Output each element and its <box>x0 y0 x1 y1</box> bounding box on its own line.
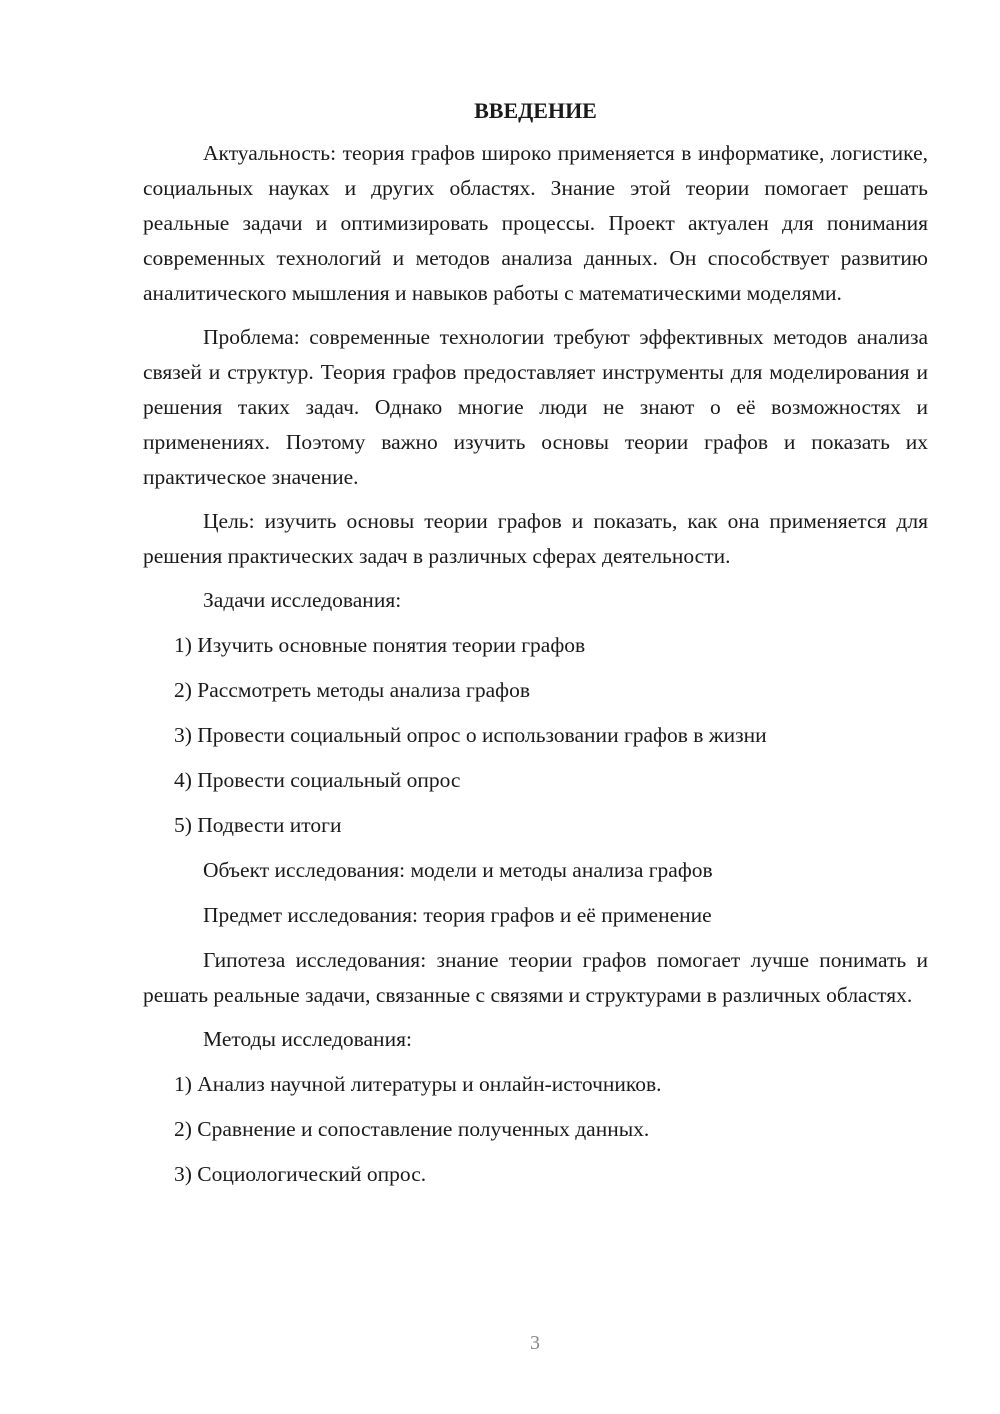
task-item: 1) Изучить основные понятия теории графов <box>174 633 586 657</box>
research-object: Объект исследования: модели и методы анализа графов <box>203 858 713 882</box>
section-title: ВВЕДЕНИЕ <box>474 98 597 123</box>
task-item: 5) Подвести итоги <box>174 813 342 837</box>
research-subject: Предмет исследования: теория графов и её применение <box>203 903 712 927</box>
hypothesis-paragraph: Гипотеза исследования: знание теории графов помогает лучше понимать и решать реальные задачи, связанные с связями и структурами в различных областях. <box>143 948 928 1007</box>
page-content <box>143 96 928 1202</box>
relevance-paragraph: Актуальность: теория графов широко применяется в информатике, логистике, социальных науках и других областях. Знание этой теории помогает решать реальные задачи и оптимизировать процессы. Проект актуален для понимания современных технологий и методов анализа данных. Он способствует развитию аналитического мышления и навыков работы с математическими моделями. <box>143 141 928 305</box>
methods-heading: Методы исследования: <box>203 1027 412 1051</box>
problem-paragraph: Проблема: современные технологии требуют эффективных методов анализа связей и структур. Теория графов предоставляет инструменты для моделирования и решения таких задач. Однако многие люди не знают о её возможностях и применениях. Поэтому важно изучить основы теории графов и показать их практическое значение. <box>143 325 928 489</box>
goal-paragraph: Цель: изучить основы теории графов и показать, как она применяется для решения практических задач в различных сферах деятельности. <box>143 509 928 568</box>
tasks-heading: Задачи исследования: <box>203 588 402 612</box>
task-item: 3) Провести социальный опрос о использовании графов в жизни <box>174 723 767 747</box>
method-item: 1) Анализ научной литературы и онлайн-источников. <box>174 1072 662 1096</box>
task-item: 4) Провести социальный опрос <box>174 768 461 792</box>
task-item: 2) Рассмотреть методы анализа графов <box>174 678 530 702</box>
method-item: 3) Социологический опрос. <box>174 1162 427 1186</box>
page-number: 3 <box>530 1332 540 1354</box>
method-item: 2) Сравнение и сопоставление полученных данных. <box>174 1117 650 1141</box>
